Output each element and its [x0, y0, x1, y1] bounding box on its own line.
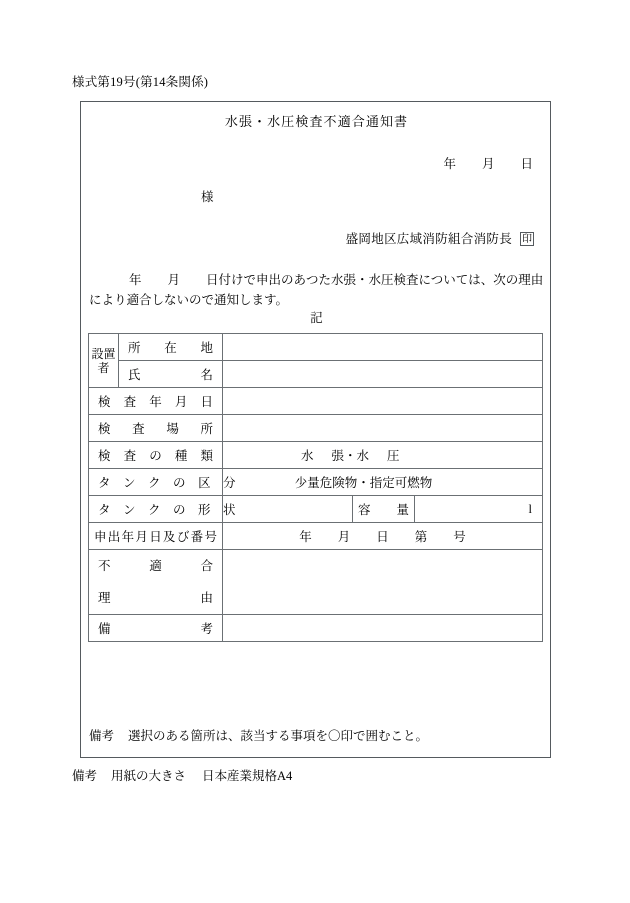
inspection-table: [88, 333, 543, 642]
row-value-inspection-date[interactable]: [223, 388, 543, 415]
issue-date-day: 日: [520, 157, 533, 171]
row-value-inspection-type[interactable]: [223, 442, 543, 469]
option-suicho[interactable]: 水: [301, 449, 314, 463]
row-value-remarks[interactable]: [223, 615, 543, 642]
document-title: 水張・水圧検査不適合通知書: [224, 114, 409, 129]
row-value-inspection-place[interactable]: [223, 415, 543, 442]
row-label-inspection-date: 検 査 年 月 日: [89, 388, 223, 415]
reason-label-line1: 不 適 合: [98, 559, 213, 573]
installer-label: 設置者: [89, 334, 119, 388]
table-row: [89, 388, 543, 415]
row-label-nonconformity-reason: [89, 550, 223, 615]
row-value-application-number[interactable]: [223, 523, 543, 550]
application-no-prefix: 第: [414, 530, 428, 544]
form-number: 様式第19号(第14条関係): [72, 75, 209, 89]
row-label-location: 所 在 地: [119, 334, 223, 361]
row-label-application-number: 申出年月日及び番号: [89, 523, 223, 550]
body-text: 日付けで申出のあつた水張・水圧検査については、次の理由により適合しないので通知します。: [89, 273, 544, 307]
row-value-tank-category[interactable]: 少量危険物・指定可燃物: [223, 469, 543, 496]
application-month: 月: [337, 530, 351, 544]
table-row: [89, 496, 543, 523]
table-row: [89, 334, 543, 361]
issuer-line: [346, 229, 534, 247]
ki-marker: 記: [310, 311, 323, 325]
issuer-name: 盛岡地区広域消防組合消防長: [345, 232, 512, 246]
issue-date-line: [443, 154, 533, 172]
note-inner: [89, 726, 428, 744]
table-row: [89, 523, 543, 550]
table-row: [89, 615, 543, 642]
addressee-honorific: 様: [201, 190, 214, 204]
row-value-name[interactable]: [223, 361, 543, 388]
body-paragraph: [89, 270, 544, 310]
table-row: [89, 469, 543, 496]
note-inner-text: 選択のある箇所は、該当する事項を〇印で囲むこと。: [128, 729, 429, 743]
row-label-remarks: 備 考: [89, 615, 223, 642]
row-value-capacity[interactable]: l: [415, 496, 543, 523]
note-outer-label: 用紙の大きさ: [111, 769, 187, 783]
row-label-tank-category: タ ン ク の 区 分: [89, 469, 223, 496]
table-row: [89, 442, 543, 469]
table-row: [89, 550, 543, 615]
row-value-location[interactable]: [223, 334, 543, 361]
table-row: [89, 361, 543, 388]
issue-date-month: 月: [481, 157, 495, 171]
application-year: 年: [299, 530, 312, 544]
option-suiatsu-a[interactable]: 張・水: [331, 449, 370, 463]
note-outer: [72, 766, 292, 784]
row-label-inspection-place: 検 査 場 所: [89, 415, 223, 442]
note-outer-value: 日本産業規格A4: [202, 769, 293, 783]
application-day: 日: [376, 530, 389, 544]
row-value-nonconformity-reason[interactable]: [223, 550, 543, 615]
option-suiatsu-b[interactable]: 圧: [387, 449, 400, 463]
row-label-capacity: 容 量: [353, 496, 415, 523]
body-date-year: 年: [129, 273, 142, 287]
seal-icon: 印: [522, 234, 532, 245]
form-frame: [80, 101, 551, 758]
table-row: [89, 415, 543, 442]
row-label-tank-shape: タ ン ク の 形 状: [89, 496, 223, 523]
issue-date-year: 年: [443, 157, 456, 171]
row-label-inspection-type: 検 査 の 種 類: [89, 442, 223, 469]
row-label-name: 氏 名: [119, 361, 223, 388]
application-no-suffix: 号: [453, 530, 466, 544]
body-date-month: 月: [167, 273, 181, 287]
note-outer-prefix: 備考: [72, 769, 98, 783]
reason-label-line2: 理 由: [98, 591, 213, 605]
note-inner-prefix: 備考: [89, 729, 115, 743]
row-value-tank-shape[interactable]: [223, 496, 353, 523]
